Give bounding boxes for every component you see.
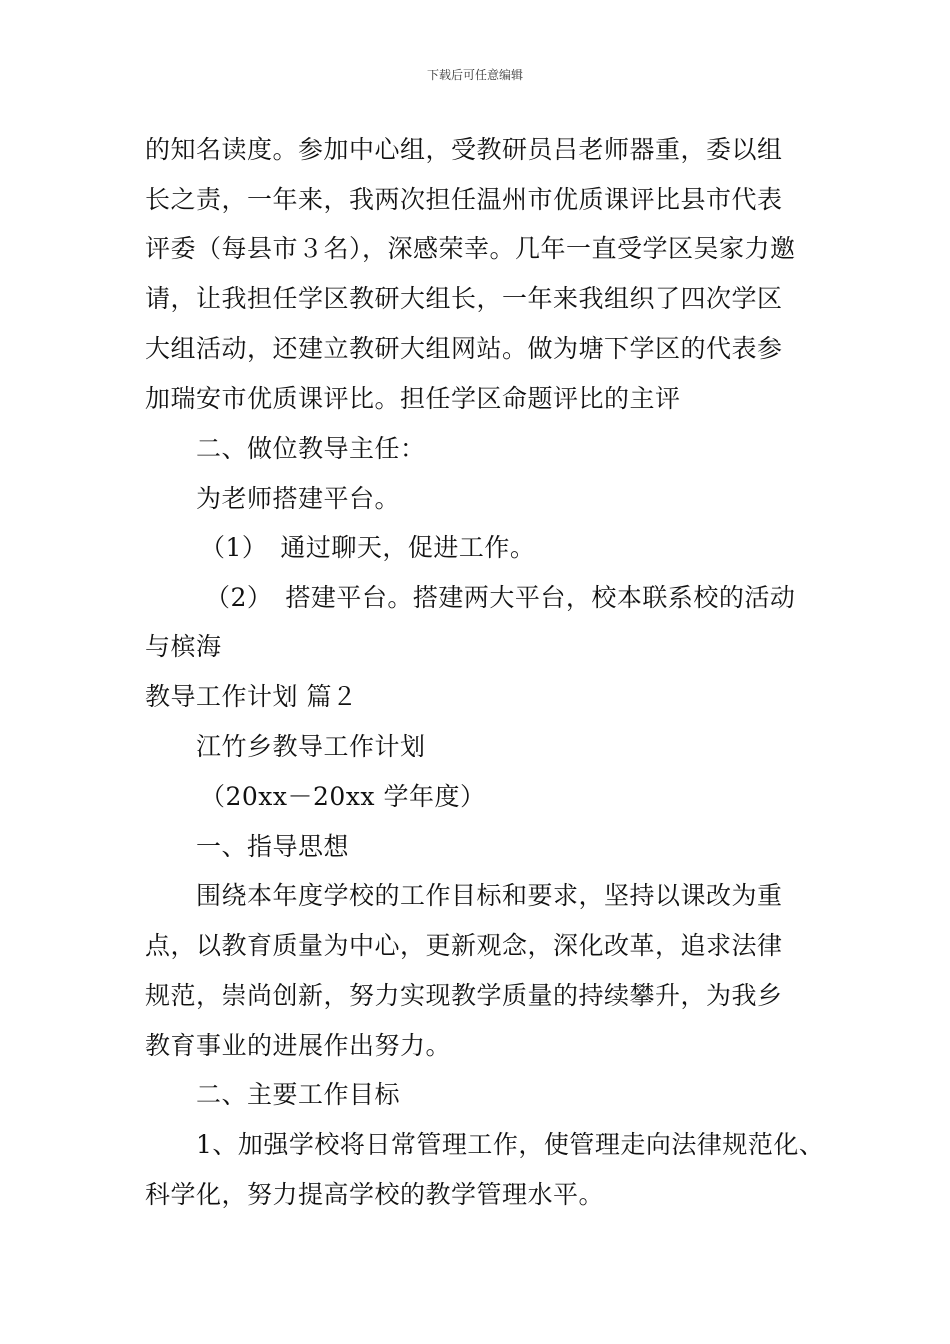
text-line: 1、加强学校将日常管理工作，使管理走向法律规范化、 [196, 1130, 825, 1159]
text-line: 加瑞安市优质课评比。担任学区命题评比的主评 [145, 384, 681, 413]
plan-year: （20xx－20xx 学年度） [200, 782, 486, 811]
plan-title: 江竹乡教导工作计划 [196, 732, 426, 761]
text-line: 与槟海 [145, 632, 222, 661]
text-line: 围绕本年度学校的工作目标和要求，坚持以课改为重 [196, 881, 783, 910]
section-heading: 二、主要工作目标 [196, 1080, 401, 1109]
text-line: 长之责，一年来，我两次担任温州市优质课评比县市代表 [145, 185, 783, 214]
document-title: 教导工作计划 篇２ [145, 682, 358, 711]
text-line: 科学化，努力提高学校的教学管理水平。 [145, 1180, 605, 1209]
list-item: （1） 通过聊天，促进工作。 [200, 533, 536, 562]
text-line: 规范，崇尚创新，努力实现教学质量的持续攀升，为我乡 [145, 981, 783, 1010]
text-line: 为老师搭建平台。 [196, 484, 401, 513]
list-item: （2） 搭建平台。搭建两大平台，校本联系校的活动 [205, 583, 796, 612]
text-line: 教育事业的进展作出努力。 [145, 1031, 452, 1060]
section-heading: 二、做位教导主任： [196, 434, 426, 463]
section-heading: 一、指导思想 [196, 832, 350, 861]
text-line: 大组活动，还建立教研大组网站。做为塘下学区的代表参 [145, 334, 783, 363]
text-line: 请，让我担任学区教研大组长，一年来我组织了四次学区 [145, 284, 783, 313]
text-line: 评委（每县市３名），深感荣幸。几年一直受学区吴家力邀 [145, 234, 796, 263]
text-line: 点，以教育质量为中心，更新观念，深化改革，追求法律 [145, 931, 783, 960]
text-line: 的知名读度。参加中心组，受教研员吕老师器重，委以组 [145, 135, 783, 164]
page-header: 下载后可任意编辑 [426, 68, 523, 82]
